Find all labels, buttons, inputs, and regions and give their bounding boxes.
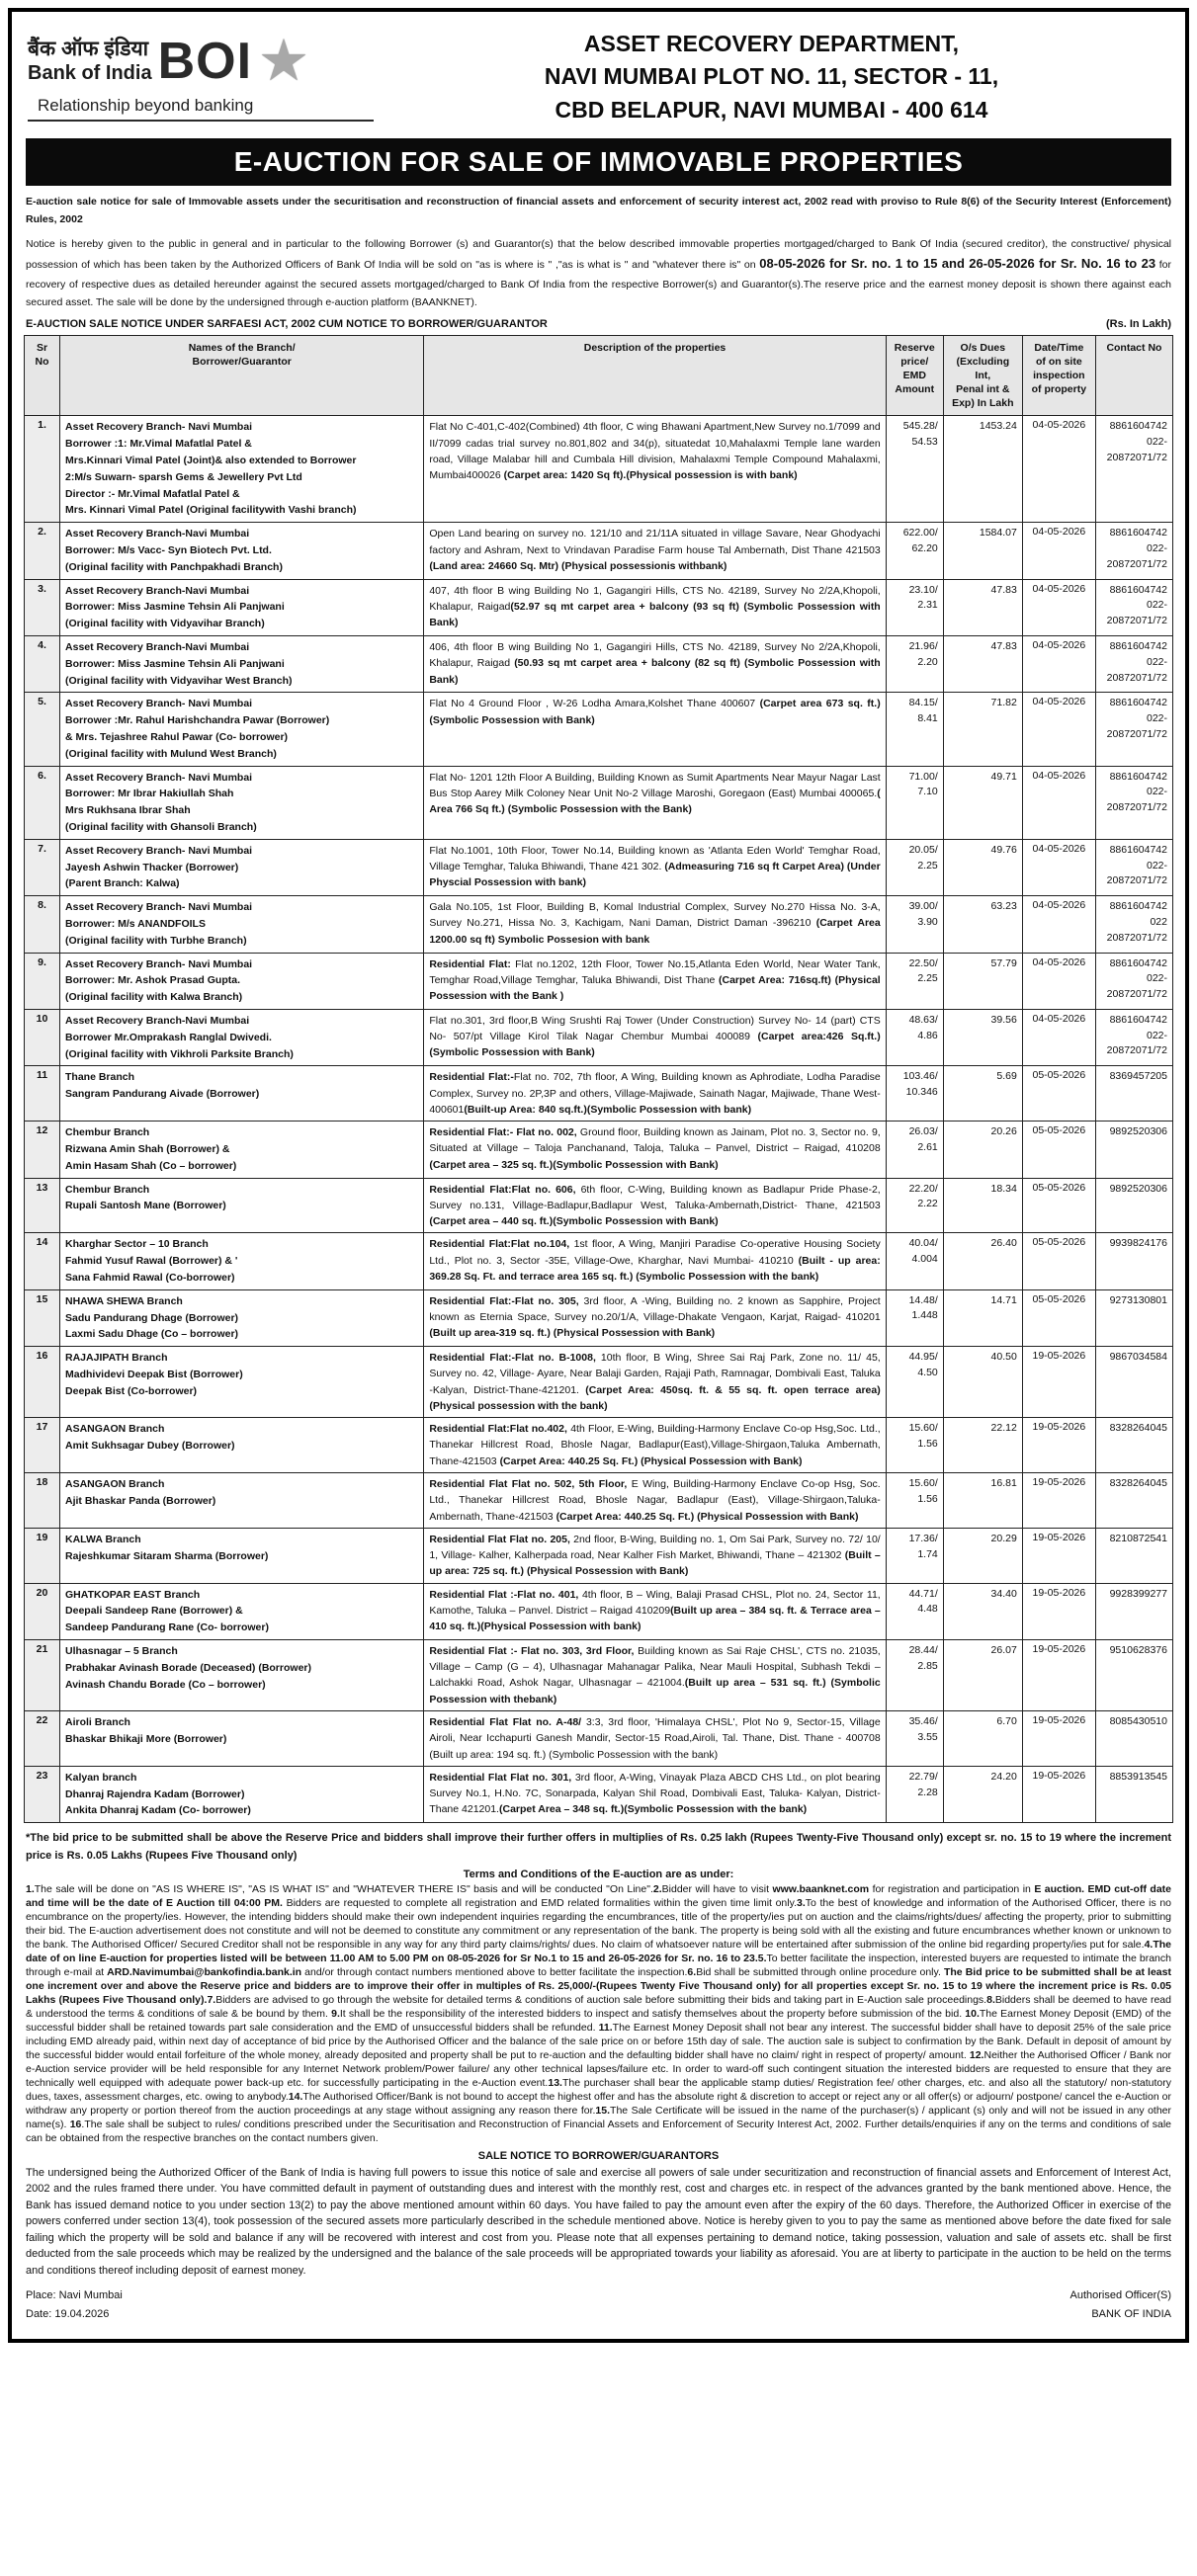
cell-branch-borrower: RAJAJIPATH Branch Madhividevi Deepak Bist (Borrower) Deepak Bist (Co-borrower)	[60, 1347, 424, 1418]
cell-inspection-date: 19-05-2026	[1022, 1347, 1095, 1418]
table-row	[25, 1122, 1173, 1178]
boi-abbreviation: BOI	[157, 33, 253, 91]
cell-contact-no: 9867034584	[1095, 1347, 1172, 1418]
cell-os-dues: 16.81	[943, 1472, 1022, 1528]
cell-os-dues: 57.79	[943, 953, 1022, 1009]
cell-contact-no: 8369457205	[1095, 1066, 1172, 1122]
cell-inspection-date: 04-05-2026	[1022, 766, 1095, 839]
table-row	[25, 1472, 1173, 1528]
cell-branch-borrower: Asset Recovery Branch- Navi Mumbai Borrower: Mr Ibrar Hakiullah Shah Mrs Rukhsana Ibrar Shah (Original facility with Ghansoli Branch)	[60, 766, 424, 839]
cell-os-dues: 26.40	[943, 1233, 1022, 1289]
cell-sr-no: 2.	[25, 523, 60, 579]
cell-branch-borrower: Chembur Branch Rupali Santosh Mane (Borrower)	[60, 1178, 424, 1233]
cell-branch-borrower: Asset Recovery Branch- Navi Mumbai Borrower: Mr. Ashok Prasad Gupta. (Original facility with Kalwa Branch)	[60, 953, 424, 1009]
cell-inspection-date: 04-05-2026	[1022, 693, 1095, 766]
cell-branch-borrower: Asset Recovery Branch- Navi Mumbai Borrower: M/s ANANDFOILS (Original facility with Turbhe Branch)	[60, 896, 424, 953]
officer-label: Authorised Officer(S)	[1069, 2289, 1171, 2301]
cell-property-description: Residential Flat: Flat no.1202, 12th Floor, Tower No.15,Atlanta Eden World, Near Water Tank, Temghar Road,Village Temghar, Taluka Bhiwandi, Dist Thane (Carpet Area: 716sq.ft) (Physical Possession with the Bank )	[424, 953, 886, 1009]
cell-inspection-date: 19-05-2026	[1022, 1711, 1095, 1767]
cell-reserve-price-emd: 15.60/ 1.56	[886, 1418, 943, 1473]
cell-os-dues: 22.12	[943, 1418, 1022, 1473]
cell-branch-borrower: ASANGAON Branch Amit Sukhsagar Dubey (Borrower)	[60, 1418, 424, 1473]
boi-star-icon: ★	[258, 29, 310, 94]
cell-branch-borrower: Airoli Branch Bhaskar Bhikaji More (Borrower)	[60, 1711, 424, 1767]
cell-contact-no: 8861604742 022- 20872071/72	[1095, 579, 1172, 635]
table-row	[25, 1766, 1173, 1822]
cell-os-dues: 34.40	[943, 1583, 1022, 1639]
cell-branch-borrower: Kalyan branch Dhanraj Rajendra Kadam (Borrower) Ankita Dhanraj Kadam (Co- borrower)	[60, 1766, 424, 1822]
column-header: Sr No	[25, 335, 60, 416]
column-header: Description of the properties	[424, 335, 886, 416]
cell-contact-no: 9928399277	[1095, 1583, 1172, 1639]
intro-bold-paragraph: E-auction sale notice for sale of Immovable assets under the securitisation and reconstruction of financial assets and enforcement of security interest act, 2002 read with proviso to Rule 8(6) of the Security Interest (Enforcement) Rules, 2002	[26, 196, 1171, 225]
cell-property-description: Residential Flat:-Flat no. B-1008, 10th floor, B Wing, Shree Sai Raj Park, Zone no. 11/ 45, Survey no. 42, Village- Ayare, Near Balaji Garden, Rajaji Path, Ramnagar, Dombivali East, Taluka -Kalyan, District-Thane-421201. (Carpet Area: 450sq. ft. & 55 sq. ft. open terrace area) (Physical possession with the bank)	[424, 1347, 886, 1418]
cell-os-dues: 5.69	[943, 1066, 1022, 1122]
cell-reserve-price-emd: 48.63/ 4.86	[886, 1009, 943, 1065]
cell-sr-no: 15	[25, 1289, 60, 1346]
place-label: Place: Navi Mumbai	[26, 2289, 123, 2301]
cell-os-dues: 49.76	[943, 839, 1022, 895]
cell-contact-no: 9510628376	[1095, 1639, 1172, 1710]
table-row	[25, 953, 1173, 1009]
rs-in-lakh-label: (Rs. In Lakh)	[1105, 317, 1171, 330]
cell-os-dues: 47.83	[943, 579, 1022, 635]
cell-branch-borrower: Chembur Branch Rizwana Amin Shah (Borrower) & Amin Hasam Shah (Co – borrower)	[60, 1122, 424, 1178]
cell-contact-no: 8085430510	[1095, 1711, 1172, 1767]
cell-contact-no: 8861604742 022- 20872071/72	[1095, 636, 1172, 693]
table-row	[25, 1178, 1173, 1233]
cell-reserve-price-emd: 23.10/ 2.31	[886, 579, 943, 635]
cell-reserve-price-emd: 622.00/ 62.20	[886, 523, 943, 579]
table-header-row	[25, 335, 1173, 416]
bank-tagline: Relationship beyond banking	[28, 94, 374, 122]
cell-sr-no: 12	[25, 1122, 60, 1178]
terms-heading: Terms and Conditions of the E-auction are as under:	[463, 1869, 734, 1881]
table-row	[25, 1418, 1173, 1473]
table-row	[25, 896, 1173, 953]
cell-os-dues: 24.20	[943, 1766, 1022, 1822]
cell-contact-no: 8861604742 022- 20872071/72	[1095, 523, 1172, 579]
cell-contact-no: 8861604742 022- 20872071/72	[1095, 766, 1172, 839]
cell-sr-no: 19	[25, 1528, 60, 1583]
cell-sr-no: 7.	[25, 839, 60, 895]
column-header: Date/Time of on site inspection of property	[1022, 335, 1095, 416]
table-row	[25, 1711, 1173, 1767]
cell-contact-no: 8328264045	[1095, 1418, 1172, 1473]
cell-branch-borrower: Asset Recovery Branch-Navi Mumbai Borrower: M/s Vacc- Syn Biotech Pvt. Ltd. (Original facility with Panchpakhadi Branch)	[60, 523, 424, 579]
cell-os-dues: 1584.07	[943, 523, 1022, 579]
auction-notice-page	[8, 8, 1189, 2343]
cell-sr-no: 11	[25, 1066, 60, 1122]
cell-branch-borrower: Asset Recovery Branch-Navi Mumbai Borrower: Miss Jasmine Tehsin Ali Panjwani (Original facility with Vidyavihar Branch)	[60, 579, 424, 635]
cell-contact-no: 9892520306	[1095, 1122, 1172, 1178]
cell-branch-borrower: Asset Recovery Branch- Navi Mumbai Borrower :1: Mr.Vimal Mafatlal Patel & Mrs.Kinnari Vimal Patel (Joint)& also extended to Borrower 2:M/s Suwarn- sparsh Gems & Jewellery Pvt Ltd Director :- Mr.Vimal Mafatlal Patel & Mrs. Kinnari Vimal Patel (Original facilitywith Vashi branch)	[60, 416, 424, 523]
cell-contact-no: 8861604742 022- 20872071/72	[1095, 953, 1172, 1009]
table-row	[25, 579, 1173, 635]
cell-property-description: Residential Flat:Flat no. 606, 6th floor, C-Wing, Building known as Badlapur Pride Phase-2, Survey no.131, Village-Badlapur,Badlapur West, Taluka-Ambernath,District- Thane, 421503 (Carpet area – 440 sq. ft.)(Symbolic Possession with Bank)	[424, 1178, 886, 1233]
table-row	[25, 1639, 1173, 1710]
cell-property-description: Residential Flat:-Flat no. 305, 3rd floor, A -Wing, Building no. 2 known as Sapphire, Project known as Eternia Space, Survey no.20/1/A, Village-Dhakate Vengaon, Karjat, Raigad- 410201 (Built up area-319 sq. ft.) (Physical Possession with Bank)	[424, 1289, 886, 1346]
cell-branch-borrower: Ulhasnagar – 5 Branch Prabhakar Avinash Borade (Deceased) (Borrower) Avinash Chandu Borade (Co – borrower)	[60, 1639, 424, 1710]
cell-contact-no: 8853913545	[1095, 1766, 1172, 1822]
cell-branch-borrower: Asset Recovery Branch- Navi Mumbai Borrower :Mr. Rahul Harishchandra Pawar (Borrower) & Mrs. Tejashree Rahul Pawar (Co- borrower) (Original facility with Mulund West Branch)	[60, 693, 424, 766]
cell-property-description: Residential Flat:-Flat no. 702, 7th floor, A Wing, Building known as Aphrodiate, Lodha Paradise Complex, Survey no. 2P,3P and others, Village-Majiwade, Sainath Nagar, Majiwade, Thane West-400601(Built-up Area: 840 sq.ft.)(Symbolic Possession with bank)	[424, 1066, 886, 1122]
cell-os-dues: 26.07	[943, 1639, 1022, 1710]
cell-property-description: 407, 4th floor B wing Building No 1, Gagangiri Hills, CTS No. 42189, Survey No 2/2A,Khopoli, Khalapur, Raigad(52.97 sq mt carpet area + balcony (93 sq ft) (Symbolic Possession with Bank)	[424, 579, 886, 635]
cell-contact-no: 8861604742 022- 20872071/72	[1095, 693, 1172, 766]
cell-os-dues: 20.29	[943, 1528, 1022, 1583]
sarfaesi-notice-label: E-AUCTION SALE NOTICE UNDER SARFAESI ACT, 2002 CUM NOTICE TO BORROWER/GUARANTOR	[26, 317, 548, 330]
table-row	[25, 1583, 1173, 1639]
cell-reserve-price-emd: 84.15/ 8.41	[886, 693, 943, 766]
cell-property-description: Gala No.105, 1st Floor, Building B, Komal Industrial Complex, Survey No.270 Hissa No. 3-A, Survey No.271, Hissa No. 3, Kachigam, Nani Daman, District Daman -396210 (Carpet Area 1200.00 sq ft) Symbolic Possesion with bank	[424, 896, 886, 953]
cell-contact-no: 8861604742 022- 20872071/72	[1095, 839, 1172, 895]
cell-sr-no: 13	[25, 1178, 60, 1233]
cell-branch-borrower: Kharghar Sector – 10 Branch Fahmid Yusuf Rawal (Borrower) & ' Sana Fahmid Rawal (Co-borrower)	[60, 1233, 424, 1289]
cell-reserve-price-emd: 14.48/ 1.448	[886, 1289, 943, 1346]
table-row	[25, 693, 1173, 766]
terms-body: 1.The sale will be done on "AS IS WHERE IS", "AS IS WHAT IS" and "WHATEVER THERE IS" basis and will be conducted "On Line".2.Bidder will have to visit www.baanknet.com for registration and participation in E auction. EMD cut-off date and time will be the date of E Auction till 04:00 PM. Bidders are requested to complete all registration and EMD related formalities within the given time limit only.3.To the best of knowledge and information of the Authorised Officer, there is no encumbrance on the property/ies. However, the intending bidders should make their own independent inquiries regarding the encumbrances, title of the property/ies put on auction and the claims/rights/dues/ affecting the property, prior to submitting their bid. The E-auction advertisement does not constitute and will not be deemed to constitute any commitment or any representation of the bank. The property is being sold with all the existing and future encumbrances whether known or unknown to the bank. The Authorised Officer/ Secured Creditor shall not be responsible in any way for any third party claims/rights/ dues. No claim of whatsoever nature will be entertained after submission of the online bid regarding property/ies put for sale.4.The date of on line E-auction for properties listed will be between 11.00 AM to 5.00 PM on 08-05-2026 for Sr No.1 to 15 and 26-05-2026 for Sr. no. 16 to 23.5.To better facilitate the inspection, interested buyers are requested to intimate the branch through e-mail at ARD.Navimumbai@bankofindia.bank.in and/or through contact numbers mentioned above to better facilitate the inspection.6.Bid shall be submitted through online procedure only. The Bid price to be submitted shall be at least one increment over and above the Reserve price and bidders are to improve their offer in multiples of Rs. 25,000/-(Rupees Twenty Five Thousand only) for all properties except Sr. no. 15 to 19 where the increment price is Rs. 0.05 Lakhs (Rupees Five Thousand only).7.Bidders are advised to go through the website for detailed terms & conditions of auction sale before submitting their bids and taking part in E-Auction sale proceedings.8.Bidders shall be deemed to have read & understood the terms & conditions of sale & be bound by them. 9.It shall be the responsibility of the interested bidders to inspect and satisfy themselves about the property before submission of the bid. 10.The Earnest Money Deposit (EMD) of the successful bidder shall be retained towards part sale consideration and the EMD of unsuccessful bidders shall be refunded. 11.The Earnest Money Deposit shall not bear any interest. The successful bidder shall have to deposit 25% of the sale price including EMD already paid, within next day of acceptance of bid price by the Authorised Officer and the balance of the sale price on or before 15th day of sale. The auction sale is subject to confirmation by the Bank. Default in deposit of amount by the successful bidder would entail forfeiture of the whole money, already deposited and property shall be put to re-auction and the defaulting bidder shall have no claim/ right in respect of property/ amount. 12.Neither the Authorised Officer / Bank nor e-Auction service provider will be held responsible for any Internet Network problem/Power failure/ any other technical lapses/failure etc. In order to ward-off such contingent situation the interested bidders are requested to ensure that they are technically well equipped with adequate power back-up etc. for successfully participating in the e-Auction event.13.The purchaser shall bear the applicable stamp duties/ Registration fee/ other charges, etc. and also all the statutory/ non-statutory dues, taxes, assessment charges, etc. owing to anybody.14.The Authorised Officer/Bank is not bound to accept the highest offer and has the absolute right & discretion to accept or reject any or all offer(s) or adjourn/ postpone/ cancel the e-Auction or withdraw any property or portion thereof from the auction proceedings at any stage without assigning any reason there for.15.The Sale Certificate will be issued in the name of the purchaser(s) / applicant (s) only and will not be issued in any other name(s). 16.The sale shall be subject to rules/ conditions prescribed under the Securitisation and Reconstruction of Financial Assets and Enforcement of Security Interest Act, 2002. Further details/enquiries if any on the terms and conditions of sale can be obtained from the respective branches on the contact numbers given.	[26, 1883, 1172, 2144]
cell-contact-no: 9273130801	[1095, 1289, 1172, 1346]
cell-inspection-date: 05-05-2026	[1022, 1178, 1095, 1233]
cell-contact-no: 8210872541	[1095, 1528, 1172, 1583]
cell-property-description: 406, 4th floor B wing Building No 1, Gagangiri Hills, CTS No. 42189, Survey No 2/2A,Khopoli, Khalapur, Raigad (50.93 sq mt carpet area + balcony (82 sq ft) (Symbolic Possession with Bank)	[424, 636, 886, 693]
cell-reserve-price-emd: 22.79/ 2.28	[886, 1766, 943, 1822]
cell-os-dues: 18.34	[943, 1178, 1022, 1233]
cell-sr-no: 16	[25, 1347, 60, 1418]
cell-property-description: Residential Flat:Flat no.402, 4th Floor, E-Wing, Building-Harmony Enclave Co-op Hsg,Soc. Ltd., Thanekar Hillcrest Road, Bhosle Nagar, Badlapur(East),Village-Shirgaon,Taluka Ambernath, Thane-421503 (Carpet Area: 440.25 Sq. Ft.) (Physical Possession with Bank)	[424, 1418, 886, 1473]
cell-property-description: Flat No 4 Ground Floor , W-26 Lodha Amara,Kolshet Thane 400607 (Carpet area 673 sq. ft.) (Symbolic Possession with Bank)	[424, 693, 886, 766]
cell-branch-borrower: Asset Recovery Branch-Navi Mumbai Borrower Mr.Omprakash Ranglal Dwivedi. (Original facility with Vikhroli Parksite Branch)	[60, 1009, 424, 1065]
cell-branch-borrower: KALWA Branch Rajeshkumar Sitaram Sharma (Borrower)	[60, 1528, 424, 1583]
cell-reserve-price-emd: 40.04/ 4.004	[886, 1233, 943, 1289]
table-row	[25, 1347, 1173, 1418]
column-header: O/s Dues (Excluding Int, Penal int & Exp) In Lakh	[943, 335, 1022, 416]
cell-os-dues: 71.82	[943, 693, 1022, 766]
boi-logo	[28, 29, 374, 122]
table-row	[25, 1009, 1173, 1065]
table-row	[25, 766, 1173, 839]
table-row	[25, 416, 1173, 523]
cell-sr-no: 4.	[25, 636, 60, 693]
cell-sr-no: 1.	[25, 416, 60, 523]
cell-inspection-date: 04-05-2026	[1022, 416, 1095, 523]
cell-reserve-price-emd: 22.50/ 2.25	[886, 953, 943, 1009]
cell-inspection-date: 04-05-2026	[1022, 839, 1095, 895]
bid-increment-note: *The bid price to be submitted shall be above the Reserve Price and bidders shall improve their further offers in multiplies of Rs. 0.25 lakh (Rupees Twenty-Five Thousand only) except sr. no. 15 to 19 where the increment price is Rs. 0.05 Lakhs (Rupees Five Thousand only)	[26, 1832, 1171, 1862]
cell-inspection-date: 04-05-2026	[1022, 1009, 1095, 1065]
cell-reserve-price-emd: 35.46/ 3.55	[886, 1711, 943, 1767]
cell-os-dues: 63.23	[943, 896, 1022, 953]
table-row	[25, 1233, 1173, 1289]
sale-notice-heading: SALE NOTICE TO BORROWER/GUARANTORS	[477, 2149, 720, 2162]
bank-name-english: Bank of India	[28, 61, 152, 84]
document-header	[24, 22, 1173, 136]
cell-inspection-date: 04-05-2026	[1022, 579, 1095, 635]
cell-reserve-price-emd: 15.60/ 1.56	[886, 1472, 943, 1528]
cell-sr-no: 5.	[25, 693, 60, 766]
cell-sr-no: 8.	[25, 896, 60, 953]
cell-property-description: Flat No.1001, 10th Floor, Tower No.14, Building known as 'Atlanta Eden World' Temghar Road, Village Temghar, Taluka Bhiwandi, Thane 421 302. (Admeasuring 716 sq ft Carpet Area) (Under Physcial Possession with bank)	[424, 839, 886, 895]
cell-property-description: Flat No- 1201 12th Floor A Building, Building Known as Sumit Apartments Near Mayur Nagar Last Bus Stop Aarey Milk Coloney Near Unit No-2 Village Maroshi, Goregaon (East) Mumbai 400065.( Area 766 Sq ft.) (Symbolic Possession with the Bank)	[424, 766, 886, 839]
cell-inspection-date: 04-05-2026	[1022, 523, 1095, 579]
cell-sr-no: 6.	[25, 766, 60, 839]
column-header: Reserve price/ EMD Amount	[886, 335, 943, 416]
cell-os-dues: 49.71	[943, 766, 1022, 839]
sarfaesi-notice-line	[26, 318, 1171, 330]
cell-property-description: Flat no.301, 3rd floor,B Wing Srushti Raj Tower (Under Construction) Survey No- 14 (part) CTS No- 507/pt Village Kirol Tilak Nagar Chembur Mumbai 400089 (Carpet area:426 Sq.ft.) (Symbolic Possession with Bank)	[424, 1009, 886, 1065]
cell-sr-no: 9.	[25, 953, 60, 1009]
cell-contact-no: 8861604742 022- 20872071/72	[1095, 416, 1172, 523]
cell-sr-no: 22	[25, 1711, 60, 1767]
intro-paragraph: Notice is hereby given to the public in general and in particular to the following Borrower (s) and Guarantor(s) that the below described immovable properties mortgaged/charged to Bank Of India (secured creditor), the constructive/ physical possession of which has been taken by the Authorized Officers of Bank Of India will be sold on "as is where is " ,"as is what is " and "whatever there is" on 08-05-2026 for Sr. no. 1 to 15 and 26-05-2026 for Sr. No. 16 to 23 for recovery of respective dues as detailed hereunder against the secured assets mortgaged/charged to Bank Of India from the respective Borrower(s) and Guarantor(s).The reserve price and the earnest money deposit is shown there against each secured asset. The sale will be done by the undersigned through e-auction platform (BAANKNET).	[26, 237, 1172, 309]
cell-inspection-date: 04-05-2026	[1022, 953, 1095, 1009]
cell-reserve-price-emd: 39.00/ 3.90	[886, 896, 943, 953]
cell-os-dues: 40.50	[943, 1347, 1022, 1418]
cell-reserve-price-emd: 28.44/ 2.85	[886, 1639, 943, 1710]
cell-inspection-date: 19-05-2026	[1022, 1528, 1095, 1583]
cell-sr-no: 10	[25, 1009, 60, 1065]
table-row	[25, 1289, 1173, 1346]
cell-sr-no: 20	[25, 1583, 60, 1639]
cell-inspection-date: 19-05-2026	[1022, 1472, 1095, 1528]
cell-inspection-date: 19-05-2026	[1022, 1766, 1095, 1822]
cell-contact-no: 8861604742 022 20872071/72	[1095, 896, 1172, 953]
cell-property-description: Residential Flat Flat no. A-48/ 3:3, 3rd floor, 'Himalaya CHSL', Plot No 9, Sector-15, Village Airoli, Near Icchapurti Ganesh Mandir, Sector-15 Road,Airoli, Tal. Thane, Dist. Thane - 400708 (Built up area: 194 sq. ft.) (Symbolic Possession with the bank)	[424, 1711, 886, 1767]
cell-contact-no: 9892520306	[1095, 1178, 1172, 1233]
column-header: Names of the Branch/ Borrower/Guarantor	[60, 335, 424, 416]
cell-os-dues: 6.70	[943, 1711, 1022, 1767]
cell-os-dues: 20.26	[943, 1122, 1022, 1178]
cell-inspection-date: 04-05-2026	[1022, 896, 1095, 953]
cell-inspection-date: 19-05-2026	[1022, 1418, 1095, 1473]
cell-property-description: Residential Flat :-Flat no. 401, 4th floor, B – Wing, Balaji Prasad CHSL, Plot no. 24, Sector 11, Kamothe, Taluka – Panvel. District – Raigad 410209(Built up area – 384 sq. ft. & Terrace area – 410 sq. ft.)(Physical Possession with bank)	[424, 1583, 886, 1639]
cell-inspection-date: 05-05-2026	[1022, 1122, 1095, 1178]
cell-reserve-price-emd: 71.00/ 7.10	[886, 766, 943, 839]
cell-property-description: Residential Flat Flat no. 301, 3rd floor, A-Wing, Vinayak Plaza ABCD CHS Ltd., on plot bearing Survey No.1, H.No. 7C, Sonarpada, Kalyan Shil Road, Dombivali East, Taluka- Kalyan, District- Thane 421201.(Carpet Area – 348 sq. ft.)(Symbolic Possession with the bank)	[424, 1766, 886, 1822]
auction-banner-title: E-AUCTION FOR SALE OF IMMOVABLE PROPERTIES	[26, 138, 1171, 186]
cell-property-description: Residential Flat:Flat no.104, 1st floor, A Wing, Manjiri Paradise Co-operative Housing Society Ltd., Plot no. 3, Sector -35E, Village-Owe, Kharghar, Navi Mumbai- 410210 (Built - up area: 369.28 Sq. Ft. and terrace area 165 sq. ft.) (Symbolic Possession with the bank)	[424, 1233, 886, 1289]
date-label: Date: 19.04.2026	[26, 2307, 110, 2320]
cell-sr-no: 14	[25, 1233, 60, 1289]
cell-branch-borrower: Asset Recovery Branch- Navi Mumbai Jayesh Ashwin Thacker (Borrower) (Parent Branch: Kalwa)	[60, 839, 424, 895]
cell-branch-borrower: Thane Branch Sangram Pandurang Aivade (Borrower)	[60, 1066, 424, 1122]
cell-inspection-date: 04-05-2026	[1022, 636, 1095, 693]
cell-inspection-date: 19-05-2026	[1022, 1583, 1095, 1639]
cell-reserve-price-emd: 545.28/ 54.53	[886, 416, 943, 523]
table-row	[25, 1066, 1173, 1122]
bank-label: BANK OF INDIA	[1091, 2307, 1171, 2320]
cell-reserve-price-emd: 21.96/ 2.20	[886, 636, 943, 693]
document-footer	[26, 2286, 1171, 2323]
sale-notice-body: The undersigned being the Authorized Officer of the Bank of India is having full powers to issue this notice of sale and exercise all powers of sale under securitization and reconstruction of financial assets and Enforcement of Interest Act, 2002 and the rules framed there under. You have committed default in payment of outstanding dues and interest with the monthly rest, cost and charges etc. in respect of the advances granted by the bank mentioned above. Hence, the Bank has issued demand notice to you under section 13(2) to pay the above mentioned amount within 60 days. You have failed to pay the amount even after the expiry of the 60 days. Therefore, the Authorized Officer in exercise of the powers conferred under section 13(4), took possession of the secured assets more particularly described in the schedule mentioned above. Notice is hereby given to you to pay the same as mentioned above before the date fixed for sale failing which the property will be sold and balance if any will be recovered with interest and cost from you. Please note that all expenses pertaining to demand notice, taking possession, valuation and sale of assets etc. shall be first deducted from the sale proceeds which may be realized by the undersigned and the balance of the sale proceeds will be appropriated towards your liability as aforesaid. You are at liberty to participate in the auction to be held on the terms and conditions thereof including deposit of earnest money.	[26, 2166, 1171, 2277]
cell-branch-borrower: Asset Recovery Branch-Navi Mumbai Borrower: Miss Jasmine Tehsin Ali Panjwani (Original facility with Vidyavihar West Branch)	[60, 636, 424, 693]
column-header: Contact No	[1095, 335, 1172, 416]
cell-contact-no: 9939824176	[1095, 1233, 1172, 1289]
table-row	[25, 839, 1173, 895]
cell-inspection-date: 05-05-2026	[1022, 1289, 1095, 1346]
cell-branch-borrower: GHATKOPAR EAST Branch Deepali Sandeep Rane (Borrower) & Sandeep Pandurang Rane (Co- borrower)	[60, 1583, 424, 1639]
cell-reserve-price-emd: 44.95/ 4.50	[886, 1347, 943, 1418]
table-row	[25, 1528, 1173, 1583]
cell-sr-no: 21	[25, 1639, 60, 1710]
cell-reserve-price-emd: 103.46/ 10.346	[886, 1066, 943, 1122]
cell-property-description: Flat No C-401,C-402(Combined) 4th floor, C wing Bhawani Apartment,New Survey no.1/7099 and II/7099 cadas trial survey no.801,802 and 34(p), situatedat 10,Mahalaxmi Temple lane warden road, Village Malabar hill and Cumbala Hill division, Mahalaxmi Temple Compound Mahalaxmi, Mumbai400026 (Carpet area: 1420 Sq ft).(Physical possession is with bank)	[424, 416, 886, 523]
cell-sr-no: 3.	[25, 579, 60, 635]
cell-branch-borrower: NHAWA SHEWA Branch Sadu Pandurang Dhage (Borrower) Laxmi Sadu Dhage (Co – borrower)	[60, 1289, 424, 1346]
cell-property-description: Residential Flat:- Flat no. 002, Ground floor, Building known as Jainam, Plot no. 3, Sector no. 9, Situated at Village – Taloja Panchanand, Taloja, Taluka – Panvel, District – Raigad, 410208 (Carpet area – 325 sq. ft.)(Symbolic Possession with Bank)	[424, 1122, 886, 1178]
cell-property-description: Residential Flat :- Flat no. 303, 3rd Floor, Building known as Sai Raje CHSL', CTS no. 21035, Village – Camp (G – 4), Ulhasnagar Mahanagar Palika, Near Mauli Hospital, Subhash Tekdi – Lalchakki Road, Ashok Nagar, Ulhasnagar – 421004.(Built up area – 531 sq. ft.) (Symbolic Possession with thebank)	[424, 1639, 886, 1710]
cell-sr-no: 23	[25, 1766, 60, 1822]
cell-os-dues: 39.56	[943, 1009, 1022, 1065]
cell-reserve-price-emd: 22.20/ 2.22	[886, 1178, 943, 1233]
cell-contact-no: 8328264045	[1095, 1472, 1172, 1528]
cell-os-dues: 47.83	[943, 636, 1022, 693]
bank-address: ASSET RECOVERY DEPARTMENT, NAVI MUMBAI PLOT NO. 11, SECTOR - 11, CBD BELAPUR, NAVI MUMBAI - 400 614	[544, 31, 999, 123]
properties-table	[24, 335, 1173, 1824]
cell-contact-no: 8861604742 022- 20872071/72	[1095, 1009, 1172, 1065]
cell-reserve-price-emd: 26.03/ 2.61	[886, 1122, 943, 1178]
cell-property-description: Residential Flat Flat no. 205, 2nd floor, B-Wing, Building no. 1, Om Sai Park, Survey no. 72/ 10/ 1, Village- Kalher, Kalherpada road, Near Kalher Fish Market, Bhiwandi, Thane – 421302 (Built – up area: 725 sq. ft.) (Physical Possession with Bank)	[424, 1528, 886, 1583]
cell-sr-no: 18	[25, 1472, 60, 1528]
cell-inspection-date: 05-05-2026	[1022, 1233, 1095, 1289]
table-row	[25, 523, 1173, 579]
cell-branch-borrower: ASANGAON Branch Ajit Bhaskar Panda (Borrower)	[60, 1472, 424, 1528]
cell-inspection-date: 05-05-2026	[1022, 1066, 1095, 1122]
cell-property-description: Open Land bearing on survey no. 121/10 and 21/11A situated in village Savare, Near Ghodyachi factory and Ashram, Next to Vrindavan Paradise Farm house Tal Ambernath, Dist Thane 421503 (Land area: 24660 Sq. Mtr) (Physical possessionis withbank)	[424, 523, 886, 579]
cell-reserve-price-emd: 17.36/ 1.74	[886, 1528, 943, 1583]
cell-inspection-date: 19-05-2026	[1022, 1639, 1095, 1710]
cell-os-dues: 14.71	[943, 1289, 1022, 1346]
cell-sr-no: 17	[25, 1418, 60, 1473]
table-row	[25, 636, 1173, 693]
bank-name-hindi: बैंक ऑफ इंडिया	[28, 38, 149, 61]
cell-reserve-price-emd: 44.71/ 4.48	[886, 1583, 943, 1639]
cell-os-dues: 1453.24	[943, 416, 1022, 523]
cell-property-description: Residential Flat Flat no. 502, 5th Floor, E Wing, Building-Harmony Enclave Co-op Hsg, Soc. Ltd., Thanekar Hillcrest Road, Bhosle Nagar, Badlapur (East), Village-Shirgaon,Taluka-Ambernath, Thane-421503 (Carpet Area: 440.25 Sq. Ft.) (Physical Possession with Bank)	[424, 1472, 886, 1528]
cell-reserve-price-emd: 20.05/ 2.25	[886, 839, 943, 895]
